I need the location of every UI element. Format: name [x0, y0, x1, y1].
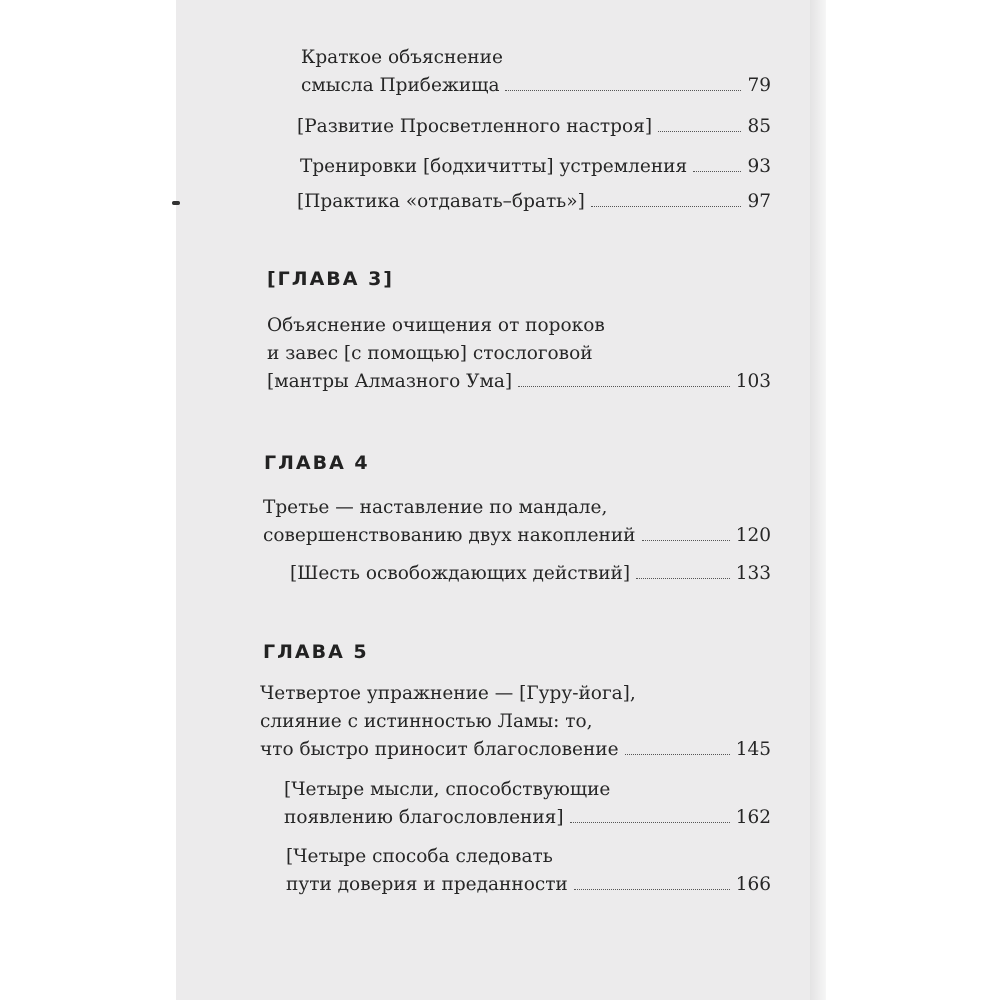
dot-leader [642, 540, 730, 541]
toc-entry-text: смысла Прибежища [301, 75, 500, 96]
toc-entry-text: пути доверия и преданности [286, 874, 568, 895]
dot-leader [658, 131, 741, 132]
toc-entry-giving-taking [297, 188, 771, 216]
page-number: 162 [735, 807, 771, 828]
dot-leader [570, 822, 730, 823]
toc-entry-text: [Четыре способа следовать [286, 846, 553, 867]
page-number: 85 [747, 116, 771, 137]
page-number: 93 [747, 156, 771, 177]
ink-mark [172, 201, 180, 205]
toc-entry-text: Краткое объяснение [301, 47, 503, 68]
page-edge-shadow [810, 0, 826, 1000]
toc-entry-bodhicitta [297, 113, 771, 141]
toc-entry-text: совершенствованию двух накоплений [263, 525, 636, 546]
chapter-4-heading: ГЛАВА 4 [264, 452, 370, 474]
toc-entry-text: [Практика «отдавать–брать»] [297, 191, 585, 212]
page-number: 97 [747, 191, 771, 212]
toc-entry-text: Тренировки [бодхичитты] устремления [300, 156, 688, 177]
toc-entry-text: Объяснение очищения от пороков [267, 315, 605, 336]
page-number: 133 [735, 563, 771, 584]
toc-entry-text: что быстро приносит благословение [260, 739, 619, 760]
dot-leader [505, 90, 741, 91]
toc-entry-paramitas [290, 560, 771, 588]
toc-entry-text: [Развитие Просветленного настроя] [297, 116, 653, 137]
dot-leader [625, 754, 730, 755]
page-number: 79 [747, 75, 771, 96]
toc-entry-text: Четвертое упражнение — [Гуру-йога], [260, 683, 636, 704]
toc-entry-aspiration-training [300, 153, 771, 181]
page-number: 166 [735, 874, 771, 895]
dot-leader [693, 171, 741, 172]
toc-entry-text: и завес [с помощью] стослоговой [267, 343, 593, 364]
toc-entry-purification [267, 312, 771, 396]
chapter-5-heading: ГЛАВА 5 [263, 641, 369, 663]
toc-entry-refuge-meaning [301, 44, 771, 100]
toc-entry-text: [Шесть освобождающих действий] [290, 563, 631, 584]
toc-entry-text: [Четыре мысли, способствующие [284, 779, 611, 800]
toc-entry-text: слияние с истинностью Ламы: то, [260, 711, 593, 732]
toc-entry-mandala [263, 494, 771, 550]
toc-entry-text: появлению благословления] [284, 807, 564, 828]
chapter-3-heading: [ГЛАВА 3] [267, 268, 394, 290]
dot-leader [636, 578, 730, 579]
page-number: 145 [735, 739, 771, 760]
page-number: 120 [735, 525, 771, 546]
toc-entry-text: [мантры Алмазного Ума] [267, 371, 513, 392]
toc-entry-guru-yoga [260, 680, 771, 764]
dot-leader [518, 386, 730, 387]
dot-leader [591, 206, 742, 207]
toc-entry-four-ways [286, 843, 771, 899]
toc-entry-four-thoughts [284, 776, 771, 832]
toc-entry-text: Третье — наставление по мандале, [263, 497, 608, 518]
page-number: 103 [735, 371, 771, 392]
dot-leader [574, 889, 730, 890]
